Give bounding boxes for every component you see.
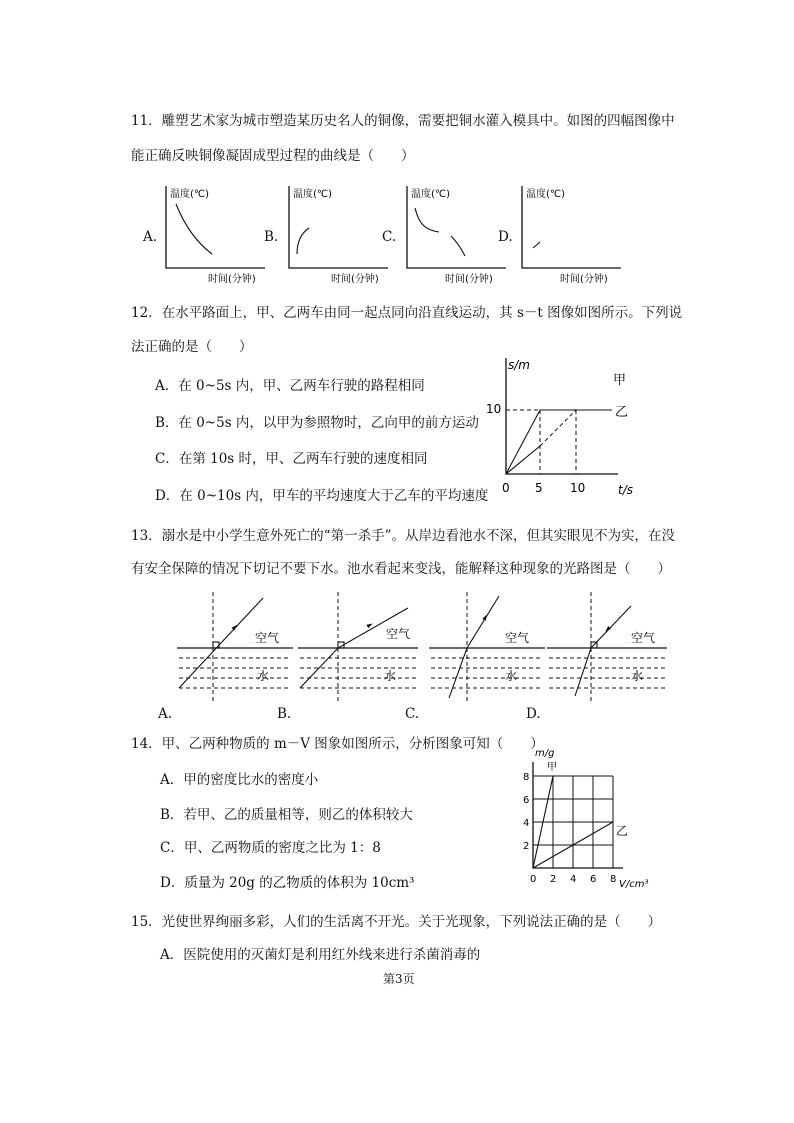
q12-stem-line1: 12．在水平路面上，甲、乙两车由同一起点同向沿直线运动，其 s－t 图像如图所示。下列说	[131, 305, 683, 321]
q14-option-c: C．甲、乙两物质的密度之比为 1：8	[160, 840, 381, 856]
q14-label-yi: 乙	[616, 824, 629, 838]
q11-graph-b-ylabel: 温度(℃)	[293, 189, 333, 200]
svg-text:4: 4	[523, 818, 530, 829]
q11-graph-b-curve	[297, 228, 309, 254]
svg-text:空气: 空气	[386, 627, 411, 641]
q14-mv-graph	[505, 740, 655, 890]
svg-text:6: 6	[523, 795, 530, 806]
q14-stem: 14．甲、乙两种物质的 m－V 图象如图所示，分析图象可知（ ）	[131, 736, 544, 752]
q14-option-d: D．质量为 20g 的乙物质的体积为 10cm³	[160, 875, 415, 891]
q13-d-ray	[575, 606, 631, 696]
svg-text:4: 4	[570, 874, 577, 885]
q12-xlabel: t/s	[618, 483, 633, 497]
svg-text:0: 0	[530, 874, 537, 885]
q13-c-ray	[449, 596, 499, 698]
q11-graph-d-ylabel: 温度(℃)	[526, 189, 566, 200]
q13-option-c-label: C.	[405, 706, 420, 722]
q11-graph-b-xlabel: 时间(分钟)	[331, 274, 379, 285]
svg-text:水: 水	[505, 669, 518, 683]
q11-graph-d-xlabel: 时间(分钟)	[560, 274, 608, 285]
svg-text:空气: 空气	[255, 631, 280, 645]
q11-graph-c-curve2	[451, 236, 465, 256]
q14-label-jia: 甲	[547, 762, 557, 773]
q11-option-d-label: D.	[498, 229, 513, 245]
q13-option-d-label: D.	[526, 706, 541, 722]
q15-stem: 15．光使世界绚丽多彩，人们的生活离不开光。关于光现象，下列说法正确的是（ ）	[131, 914, 662, 930]
q13-diagram-c	[427, 590, 547, 705]
q12-series-yi	[506, 446, 540, 474]
q15-option-a: A．医院使用的灭菌灯是利用红外线来进行杀菌消毒的	[160, 947, 481, 963]
q11-graph-a-curve	[176, 204, 212, 254]
q12-option-c: C．在第 10s 时，甲、乙两车行驶的速度相同	[155, 451, 428, 467]
q14-xlabel: V/cm³	[619, 879, 649, 890]
q11-stem-line1: 11．雕塑艺术家为城市塑造某历史名人的铜像，需要把铜水灌入模具中。如图的四幅图像中	[131, 113, 675, 129]
q12-ytick-10: 10	[486, 402, 502, 416]
q13-diagram-b	[296, 590, 421, 705]
q11-graph-b	[283, 184, 393, 284]
q11-graph-c-curve1	[415, 208, 439, 232]
q11-graph-a-xlabel: 时间(分钟)	[208, 274, 256, 285]
q12-xtick-5: 5	[535, 481, 543, 495]
q14-axes	[533, 762, 623, 868]
q13-stem-line2: 有安全保障的情况下切记不要下水。池水看起来变浅，能解释这种现象的光路图是（ ）	[131, 561, 671, 577]
svg-text:水: 水	[384, 669, 397, 683]
q11-option-a-label: A.	[143, 229, 158, 245]
svg-text:水: 水	[257, 669, 270, 683]
q14-option-b: B．若甲、乙的质量相等，则乙的体积较大	[160, 807, 413, 823]
q11-graph-c-xlabel: 时间(分钟)	[445, 274, 493, 285]
q14-grid	[533, 776, 613, 868]
svg-text:8: 8	[610, 874, 617, 885]
q12-axes	[506, 358, 618, 474]
svg-text:空气: 空气	[631, 631, 656, 645]
q12-ylabel: s/m	[508, 358, 530, 372]
q14-ylabel: m/g	[535, 748, 555, 759]
q11-graph-a	[160, 184, 270, 284]
q14-option-a: A．甲的密度比水的密度小	[160, 772, 319, 788]
q12-st-graph	[478, 352, 648, 502]
q13-stem-line1: 13．溺水是中小学生意外死亡的“第一杀手”。从岸边看池水不深，但其实眼见不为实，在没	[131, 528, 675, 544]
svg-text:2: 2	[523, 841, 530, 852]
q13-diagram-d	[545, 590, 670, 705]
q11-graph-d	[516, 184, 626, 284]
q12-stem-line2: 法正确的是（ ）	[131, 339, 253, 355]
q13-diagram-a	[175, 590, 295, 705]
q12-option-d: D．在 0~10s 内，甲车的平均速度大于乙车的平均速度	[155, 488, 489, 504]
q13-option-a-label: A.	[158, 706, 173, 722]
svg-text:6: 6	[590, 874, 597, 885]
q12-series-jia	[506, 410, 612, 474]
q12-origin: 0	[502, 481, 510, 495]
svg-text:8: 8	[523, 772, 530, 783]
svg-text:水: 水	[631, 669, 644, 683]
svg-text:空气: 空气	[505, 631, 530, 645]
q13-option-b-label: B.	[277, 706, 292, 722]
svg-text:2: 2	[550, 874, 557, 885]
q11-stem-line2: 能正确反映铜像凝固成型过程的曲线是（ ）	[131, 148, 415, 164]
q11-option-b-label: B.	[264, 229, 279, 245]
q11-graph-c	[401, 184, 511, 284]
q12-xtick-10: 10	[570, 481, 586, 495]
q11-graph-d-curve	[533, 242, 540, 248]
page-number: 第3页	[383, 972, 415, 986]
q12-option-a: A．在 0~5s 内，甲、乙两车行驶的路程相同	[155, 378, 425, 394]
q12-option-b: B．在 0~5s 内，以甲为参照物时，乙向甲的前方运动	[155, 415, 479, 431]
q12-label-yi: 乙	[615, 405, 629, 420]
q11-option-c-label: C.	[382, 229, 397, 245]
q13-a-ray	[179, 598, 263, 688]
q12-label-jia: 甲	[613, 373, 627, 388]
q11-graph-c-ylabel: 温度(℃)	[411, 189, 451, 200]
q11-graph-a-ylabel: 温度(℃)	[170, 189, 210, 200]
